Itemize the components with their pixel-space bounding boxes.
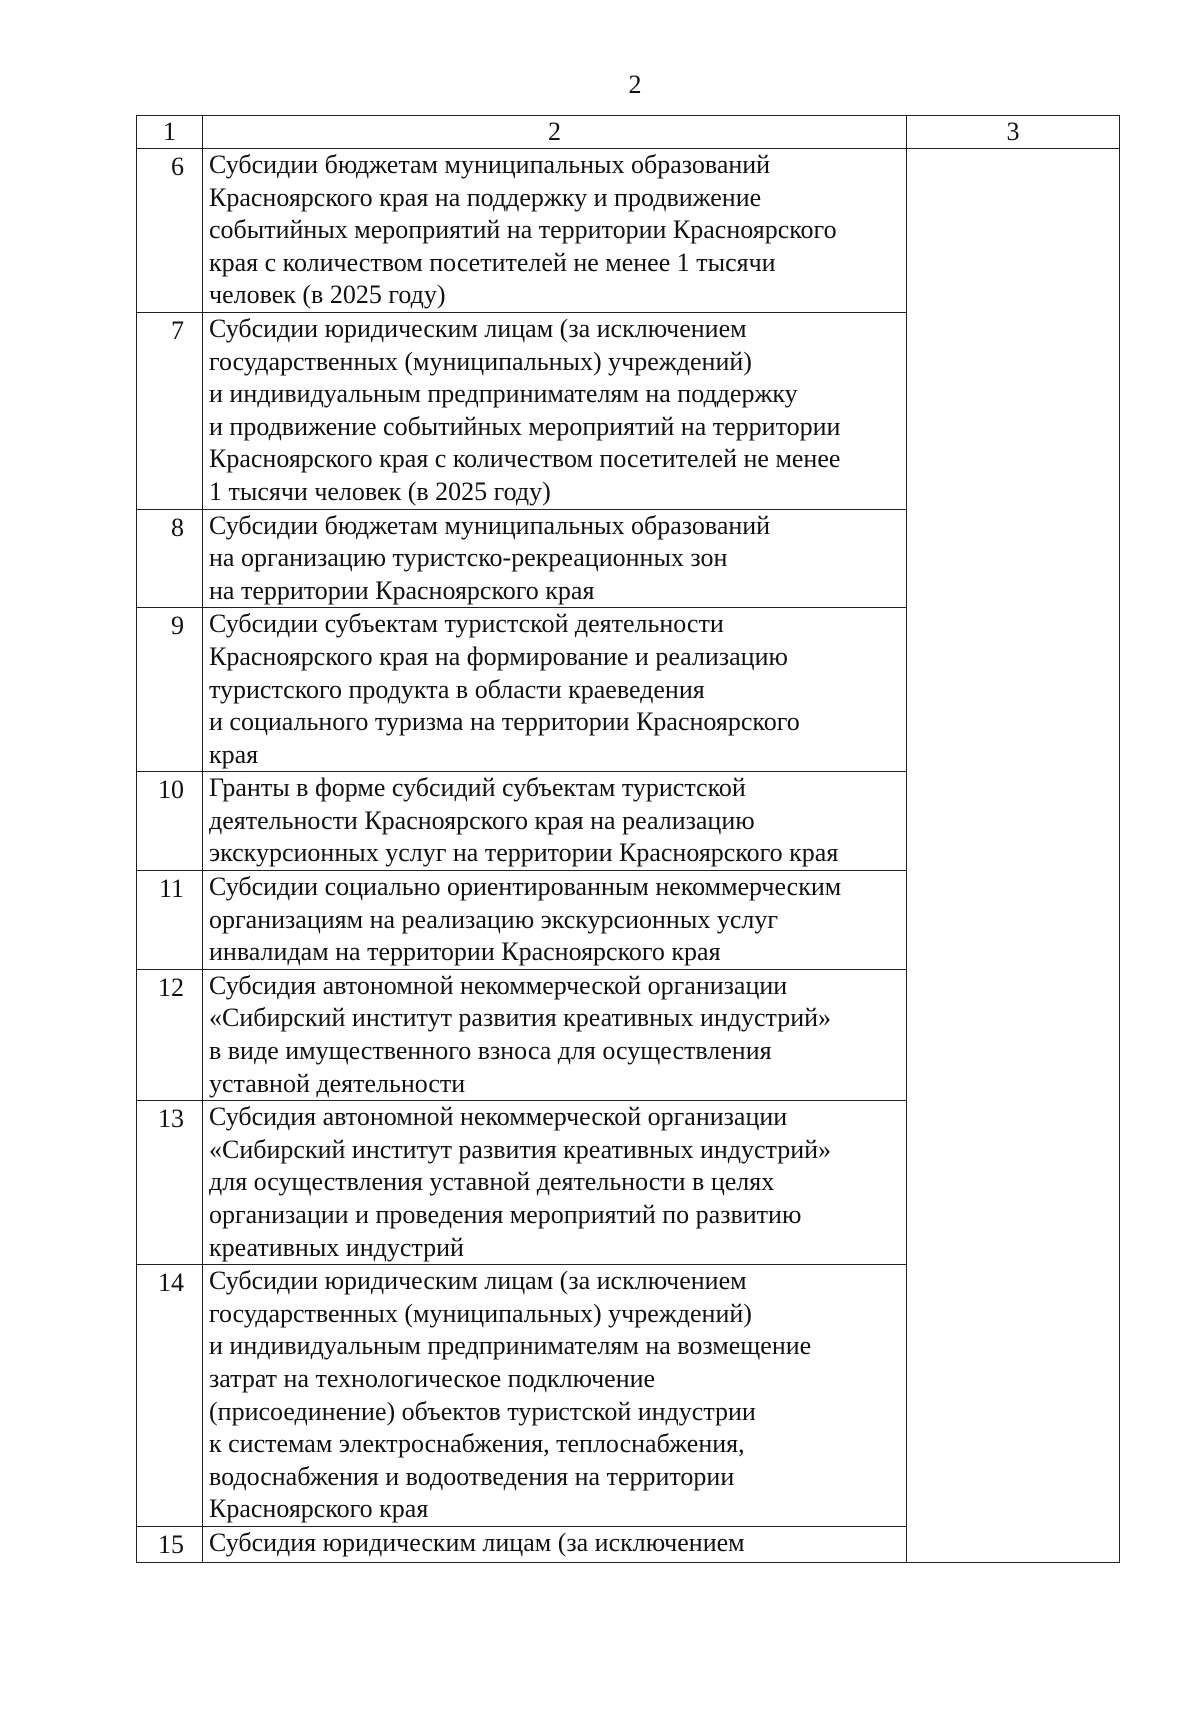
row-column-3 [907,312,1120,509]
description-line: креативных индустрий [209,1232,464,1262]
description-line: «Сибирский институт развития креативных индустрий» [209,1134,832,1164]
row-column-3 [907,772,1120,871]
row-number: 14 [137,1265,203,1527]
description-line: на организацию туристско-рекреационных зон [209,543,728,573]
row-number: 9 [137,608,203,772]
row-number: 8 [137,509,203,608]
description-line: края [209,739,259,769]
row-column-3 [907,149,1120,313]
row-description [203,871,907,970]
table-body [137,149,1120,1563]
description-line: в виде имущественного взноса для осуществления [209,1036,772,1066]
table-row [137,608,1120,772]
row-number: 10 [137,772,203,871]
table-row [137,1101,1120,1265]
description-line: на территории Красноярского края [209,575,595,605]
description-line: «Сибирский институт развития креативных индустрий» [209,1003,832,1033]
description-line: и продвижение событийных мероприятий на территории [209,411,841,441]
description-line: Красноярского края с количеством посетителей не менее [209,444,841,474]
description-line: Субсидия автономной некоммерческой организации [209,970,788,1000]
description-line: инвалидам на территории Красноярского края [209,937,721,967]
subsidy-table [136,115,1120,1563]
description-line: событийных мероприятий на территории Красноярского [209,215,837,245]
table-row [137,509,1120,608]
description-line: затрат на технологическое подключение [209,1363,656,1393]
description-line: и социального туризма на территории Красноярского [209,707,800,737]
row-number: 13 [137,1101,203,1265]
description-line: к системам электроснабжения, теплоснабжения, [209,1429,745,1459]
table-row [137,1526,1120,1562]
description-line: уставной деятельности [209,1068,466,1098]
row-description [203,969,907,1100]
row-number: 7 [137,312,203,509]
row-column-3 [907,509,1120,608]
description-line: туристского продукта в области краеведения [209,674,705,704]
description-line: человек (в 2025 году) [209,280,446,310]
row-column-3 [907,608,1120,772]
row-column-3 [907,1526,1120,1562]
description-line: организациям на реализацию экскурсионных услуг [209,904,778,934]
row-description [203,149,907,313]
description-line: Субсидия юридическим лицам (за исключением [209,1527,745,1557]
row-description [203,509,907,608]
description-line: экскурсионных услуг на территории Красноярского края [209,838,839,868]
description-line: организации и проведения мероприятий по развитию [209,1200,802,1229]
description-line: государственных (муниципальных) учреждений) [209,346,752,376]
row-column-3 [907,1265,1120,1527]
row-number: 11 [137,871,203,970]
description-line: Субсидии социально ориентированным некоммерческим [209,872,842,902]
table-row [137,772,1120,871]
row-description [203,608,907,772]
row-column-3 [907,1101,1120,1265]
column-header-3: 3 [907,116,1120,149]
description-line: деятельности Красноярского края на реализацию [209,805,755,835]
row-number: 12 [137,969,203,1100]
description-line: Красноярского края на формирование и реализацию [209,641,788,671]
description-line: водоснабжения и водоотведения на территории [209,1461,735,1491]
description-line: Гранты в форме субсидий субъектам туристской [209,773,746,803]
description-line: Красноярского края [209,1494,429,1524]
description-line: Субсидии юридическим лицам (за исключением [209,313,747,343]
description-line: Субсидии субъектам туристской деятельности [209,609,724,639]
row-description [203,1101,907,1265]
description-line: 1 тысячи человек (в 2025 году) [209,476,551,506]
description-line: (присоединение) объектов туристской индустрии [209,1396,756,1426]
row-description [203,312,907,509]
table-header-row [137,116,1120,149]
table-row [137,312,1120,509]
description-line: Субсидии бюджетам муниципальных образований [209,150,771,179]
page-number: 2 [628,70,642,99]
column-header-1: 1 [137,116,203,149]
description-line: Субсидии юридическим лицам (за исключением [209,1266,747,1296]
description-line: и индивидуальным предпринимателям на поддержку [209,379,798,409]
row-column-3 [907,969,1120,1100]
description-line: края с количеством посетителей не менее 1 тысячи [209,247,776,277]
table-row [137,871,1120,970]
row-number: 15 [137,1526,203,1562]
row-description [203,1526,907,1562]
description-line: и индивидуальным предпринимателям на возмещение [209,1331,812,1361]
column-header-2: 2 [203,116,907,149]
description-line: Субсидии бюджетам муниципальных образований [209,510,771,540]
row-description [203,1265,907,1527]
description-line: Субсидия автономной некоммерческой организации [209,1102,788,1132]
table-row [137,969,1120,1100]
row-column-3 [907,871,1120,970]
description-line: государственных (муниципальных) учреждений) [209,1298,752,1328]
table-row [137,149,1120,313]
table-row [137,1265,1120,1527]
description-line: Красноярского края на поддержку и продвижение [209,182,762,212]
description-line: для осуществления уставной деятельности в целях [209,1167,775,1197]
row-description [203,772,907,871]
row-number: 6 [137,149,203,313]
